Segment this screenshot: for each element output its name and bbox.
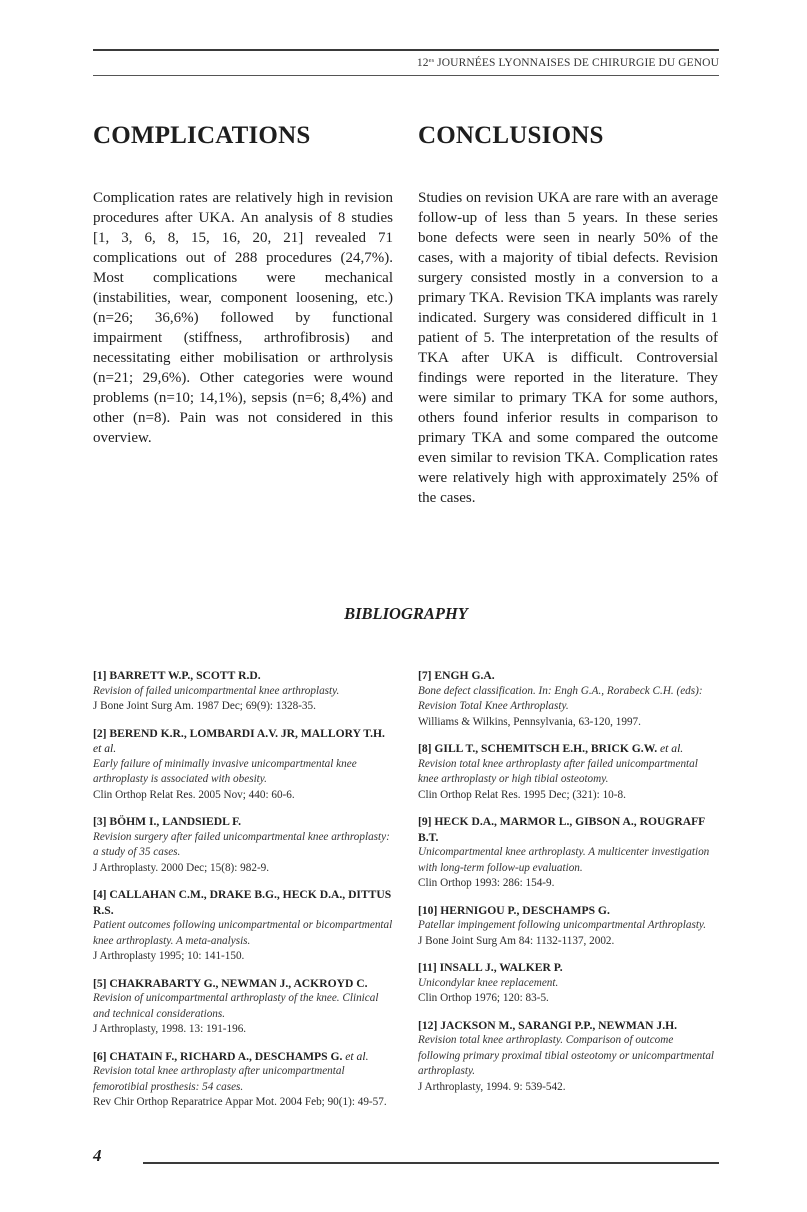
reference-source: Clin Orthop Relat Res. 2005 Nov; 440: 60-6.: [93, 788, 295, 801]
reference-source: Rev Chir Orthop Reparatrice Appar Mot. 2004 Feb; 90(1): 49-57.: [93, 1096, 387, 1108]
reference-item: [418, 1018, 718, 1096]
reference-title: Patellar impingement following unicompartmental Arthroplasty.: [418, 919, 707, 931]
header-top-rule: [93, 49, 719, 51]
reference-source: J Bone Joint Surg Am. 1987 Dec; 69(9): 1328-35.: [93, 700, 316, 712]
reference-source: Williams & Wilkins, Pennsylvania, 63-120, 1997.: [418, 715, 641, 728]
reference-source: J Arthroplasty, 1994. 9: 539-542.: [418, 1080, 566, 1093]
reference-authors: [3] BÖHM I., LANDSIEDL F.: [93, 815, 242, 828]
running-head: [93, 57, 719, 69]
reference-authors: [11] INSALL J., WALKER P.: [418, 961, 563, 974]
reference-etal: et al.: [342, 1049, 369, 1063]
reference-item: [418, 960, 718, 1007]
reference-item: [93, 814, 393, 876]
reference-title: Patient outcomes following unicompartmental or bicompartmental knee arthroplasty. A meta-analysis.: [93, 919, 393, 947]
reference-source: J Arthroplasty. 2000 Dec; 15(8): 982-9.: [93, 861, 270, 874]
reference-authors: [12] JACKSON M., SARANGI P.P., NEWMAN J.H.: [418, 1018, 678, 1032]
reference-authors: [8] GILL T., SCHEMITSCH E.H., BRICK G.W. et al.: [418, 742, 684, 755]
bibliography-left-column: [93, 668, 393, 1122]
reference-authors: [2] BEREND K.R., LOMBARDI A.V. JR, MALLORY T.H. et al.: [93, 726, 385, 755]
reference-item: [418, 741, 718, 803]
reference-authors: [9] HECK D.A., MARMOR L., GIBSON A., ROUGRAFF B.T.: [418, 815, 705, 844]
reference-source: J Arthroplasty, 1998. 13: 191-196.: [93, 1023, 247, 1035]
reference-authors: [10] HERNIGOU P., DESCHAMPS G.: [418, 903, 610, 917]
reference-title: Revision total knee arthroplasty after failed unicompartmental knee arthroplasty or high tibial osteotomy.: [418, 757, 698, 785]
reference-title: Bone defect classification. In: Engh G.A., Rorabeck C.H. (eds): Revision Total Knee Arthroplasty.: [418, 684, 703, 712]
complications-heading: COMPLICATIONS: [93, 122, 311, 149]
reference-title: Revision total knee arthroplasty. Comparison of outcome following primary proximal tibial osteotomy or unicompartmental arthroplasty.: [418, 1034, 715, 1077]
bibliography-right-column: [418, 668, 718, 1106]
reference-source: Clin Orthop 1976; 120: 83-5.: [418, 992, 549, 1004]
reference-title: Revision of failed unicompartmental knee arthroplasty.: [93, 684, 340, 697]
running-head-ordinal: es: [428, 57, 435, 64]
page-number: 4: [93, 1146, 102, 1165]
reference-authors: [5] CHAKRABARTY G., NEWMAN J., ACKROYD C.: [93, 976, 368, 990]
reference-title: Unicondylar knee replacement.: [418, 976, 559, 989]
running-head-title: JOURNÉES LYONNAISES DE CHIRURGIE DU GENOU: [434, 57, 719, 69]
conclusions-paragraph: Studies on revision UKA are rare with an average follow-up of less than 5 years. In these series bone defects were seen in nearly 50% of the cases, with a majority of tibial defects. Revision surgery consisted mostly in a conversion to a primary TKA. Revision TKA implants was rarely indicated. Surgery was considered difficult in 1 patient of 5. The interpretation of the results of TKA after UKA is difficult. Controversial findings were reported in the literature. They were similar to primary TKA for some authors, others found inferior results in comparison to primary TKA and some compared the outcome even similar to revision TKA. Complication rates were relatively high with approximately 25% of the cases.: [418, 190, 718, 506]
reference-item: [93, 726, 393, 804]
reference-authors: [4] CALLAHAN C.M., DRAKE B.G., HECK D.A., DITTUS R.S.: [93, 888, 392, 917]
reference-source: J Arthroplasty 1995; 10: 141-150.: [93, 950, 245, 962]
reference-title: Unicompartmental knee arthroplasty. A multicenter investigation with long-term follow-up evaluation.: [418, 846, 710, 874]
header-bottom-rule: [93, 75, 719, 76]
reference-title: Revision of unicompartmental arthroplasty of the knee. Clinical and technical considerations.: [93, 992, 379, 1020]
conclusions-heading: CONCLUSIONS: [418, 122, 604, 149]
reference-title: Revision surgery after failed unicompartmental knee arthroplasty: a study of 35 cases.: [93, 830, 390, 858]
reference-item: [418, 903, 718, 950]
reference-item: [93, 1049, 393, 1111]
footer-rule: [143, 1162, 719, 1164]
reference-item: [418, 814, 718, 892]
reference-source: Clin Orthop 1993: 286: 154-9.: [418, 877, 555, 889]
reference-item: [418, 668, 718, 730]
reference-authors: [7] ENGH G.A.: [418, 669, 495, 682]
reference-source: J Bone Joint Surg Am 84: 1132-1137, 2002.: [418, 934, 615, 947]
reference-title: Revision total knee arthroplasty after unicompartmental femorotibial prosthesis: 54 cases.: [93, 1065, 345, 1093]
reference-source: Clin Orthop Relat Res. 1995 Dec; (321): 10-8.: [418, 788, 626, 801]
reference-item: [93, 976, 393, 1038]
bibliography-heading: BIBLIOGRAPHY: [344, 604, 468, 623]
reference-item: [93, 668, 393, 715]
reference-authors: [6] CHATAIN F., RICHARD A., DESCHAMPS G. et al.: [93, 1049, 369, 1063]
reference-item: [93, 887, 393, 965]
reference-etal: et al.: [657, 742, 684, 755]
reference-etal: et al.: [93, 742, 117, 755]
reference-authors: [1] BARRETT W.P., SCOTT R.D.: [93, 669, 261, 682]
complications-paragraph: Complication rates are relatively high in revision procedures after UKA. An analysis of 8 studies [1, 3, 6, 8, 15, 16, 20, 21] revealed 71 complications out of 288 procedures (24,7%). Most complications were mechanical (instabilities, wear, component loosening, etc.) (n=26; 36,6%) followed by functional impairment (stiffness, arthrofibrosis) and necessitating either mobilisation or arthrolysis (n=21; 29,6%). Other categories were wound problems (n=10; 14,1%), sepsis (n=6; 8,4%) and other (n=8). Pain was not considered in this overview.: [93, 190, 393, 446]
reference-title: Early failure of minimally invasive unicompartmental knee arthroplasty is associated with obesity.: [93, 757, 357, 785]
running-head-number: 12: [416, 57, 429, 69]
